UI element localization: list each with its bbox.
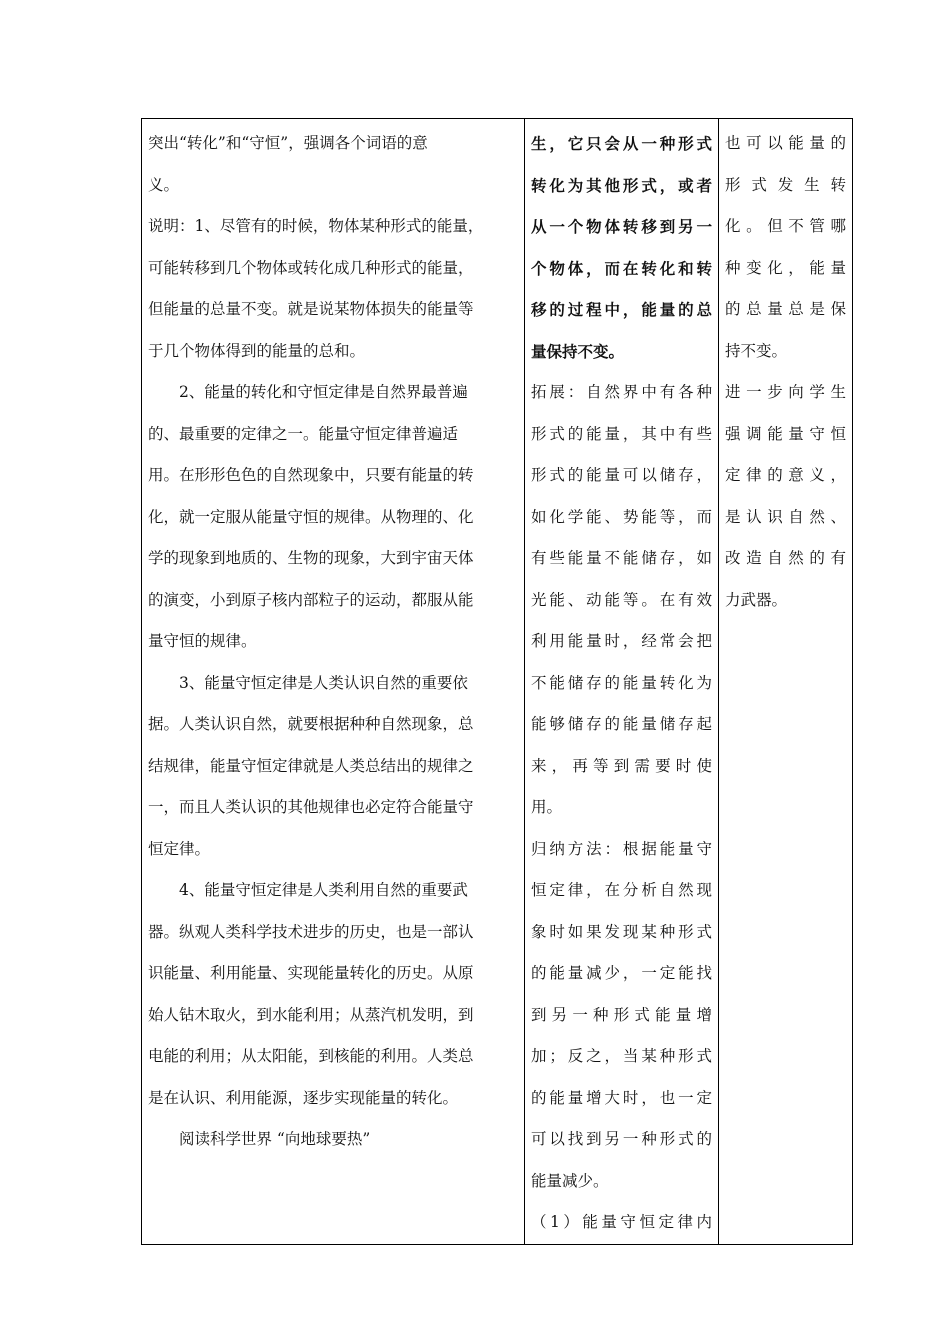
table-row [142, 119, 853, 1245]
text-line: 突出“转化”和“守恒”，强调各个词语的意 [148, 134, 428, 152]
text-line: 改造自然的有 [725, 549, 846, 567]
text-line: 识能量、利用能量、实现能量转化的历史。从原 [148, 964, 474, 982]
text-line: 不能储存的能量转化为 [531, 673, 712, 692]
text-line: 形式发生转 [725, 175, 846, 194]
design-intent-cell [719, 119, 853, 1245]
text-line: 3、能量守恒定律是人类认识自然的重要依 [179, 673, 468, 692]
text-line: 形式的能量可以储存， [531, 466, 712, 484]
law-statement-line: 移的过程中，能量的总 [531, 300, 712, 319]
text-line: 的演变，小到原子核内部粒子的运动，都服从能 [148, 590, 474, 609]
text-line: 定律的意义， [725, 466, 846, 484]
text-line: 化。但不管哪 [725, 217, 846, 235]
text-line: 种变化，能量 [725, 258, 846, 277]
text-line: 也可以能量的 [725, 134, 846, 152]
teaching-content-cell [142, 119, 525, 1245]
text-line: 但能量的总量不变。就是说某物体损失的能量等 [148, 300, 474, 318]
text-line: 化，就一定服从能量守恒的规律。从物理的、化 [148, 507, 474, 526]
text-line: 形式的能量，其中有些 [531, 424, 712, 443]
text-line: 到另一种形式能量增 [531, 1005, 712, 1024]
text-line: 能够储存的能量储存起 [531, 715, 712, 733]
text-line: 可能转移到几个物体或转化成几种形式的能量， [148, 258, 474, 277]
text-line: 的、最重要的定律之一。能量守恒定律普遍适 [148, 424, 459, 443]
text-line: 一，而且人类认识的其他规律也必定符合能量守 [148, 798, 474, 816]
text-line: 力武器。 [725, 590, 788, 609]
law-statement-line: 从一个物体转移到另一 [531, 217, 712, 236]
text-line: 是认识自然、 [725, 507, 846, 526]
text-line: 说明：1、尽管有的时候，物体某种形式的能量， [148, 217, 484, 235]
law-statement-line: 转化为其他形式，或者 [531, 175, 712, 195]
law-statement-line: 个物体，而在转化和转 [531, 258, 712, 278]
text-line: 强调能量守恒 [725, 424, 846, 443]
text-line: 归纳方法：根据能量守 [531, 839, 712, 858]
text-line: 始人钻木取火，到水能利用；从蒸汽机发明，到 [148, 1005, 474, 1024]
text-line: （1）能量守恒定律内 [531, 1213, 712, 1231]
text-line: 是在认识、利用能源，逐步实现能量的转化。 [148, 1088, 459, 1107]
reading-prompt: 阅读科学世界 “向地球要热” [179, 1130, 371, 1148]
text-line: 象时如果发现某种形式 [531, 922, 712, 941]
text-line: 恒定律，在分析自然现 [531, 881, 712, 899]
law-statement-line: 生，它只会从一种形式 [531, 134, 712, 153]
text-line: 恒定律。 [148, 839, 211, 858]
text-line: 量守恒的规律。 [148, 632, 257, 650]
text-line: 4、能量守恒定律是人类利用自然的重要武 [179, 881, 468, 899]
text-line: 可以找到另一种形式的 [531, 1130, 712, 1148]
text-line: 于几个物体得到的能量的总和。 [148, 341, 366, 360]
text-line: 进一步向学生 [725, 383, 846, 401]
text-line: 持不变。 [725, 341, 788, 360]
text-line: 用。 [531, 798, 563, 816]
text-line: 能量减少。 [531, 1171, 609, 1190]
text-line: 加；反之，当某种形式 [531, 1047, 712, 1065]
text-line: 器。纵观人类科学技术进步的历史，也是一部认 [148, 922, 474, 941]
text-line: 光能、动能等。在有效 [531, 590, 712, 609]
text-line: 的能量增大时，也一定 [531, 1088, 712, 1107]
text-line: 义。 [148, 175, 180, 194]
text-line: 有些能量不能储存，如 [531, 549, 712, 567]
key-points-cell [525, 119, 719, 1245]
text-line: 据。人类认识自然，就要根据种种自然现象，总 [148, 715, 474, 733]
text-line: 的能量减少，一定能找 [531, 964, 712, 982]
text-line: 结规律，能量守恒定律就是人类总结出的规律之 [148, 756, 474, 775]
text-line: 的总量总是保 [725, 300, 846, 318]
text-line: 来，再等到需要时使 [531, 756, 712, 775]
text-line: 学的现象到地质的、生物的现象，大到宇宙天体 [148, 549, 474, 567]
text-line: 拓展：自然界中有各种 [531, 383, 712, 401]
text-line: 如化学能、势能等，而 [531, 507, 712, 526]
law-statement-line: 量保持不变。 [531, 341, 625, 361]
lesson-table [141, 118, 853, 1245]
text-line: 利用能量时，经常会把 [531, 632, 712, 650]
text-line: 用。在形形色色的自然现象中，只要有能量的转 [148, 466, 474, 484]
text-line: 电能的利用；从太阳能，到核能的利用。人类总 [148, 1047, 474, 1065]
text-line: 2、能量的转化和守恒定律是自然界最普遍 [179, 383, 468, 401]
